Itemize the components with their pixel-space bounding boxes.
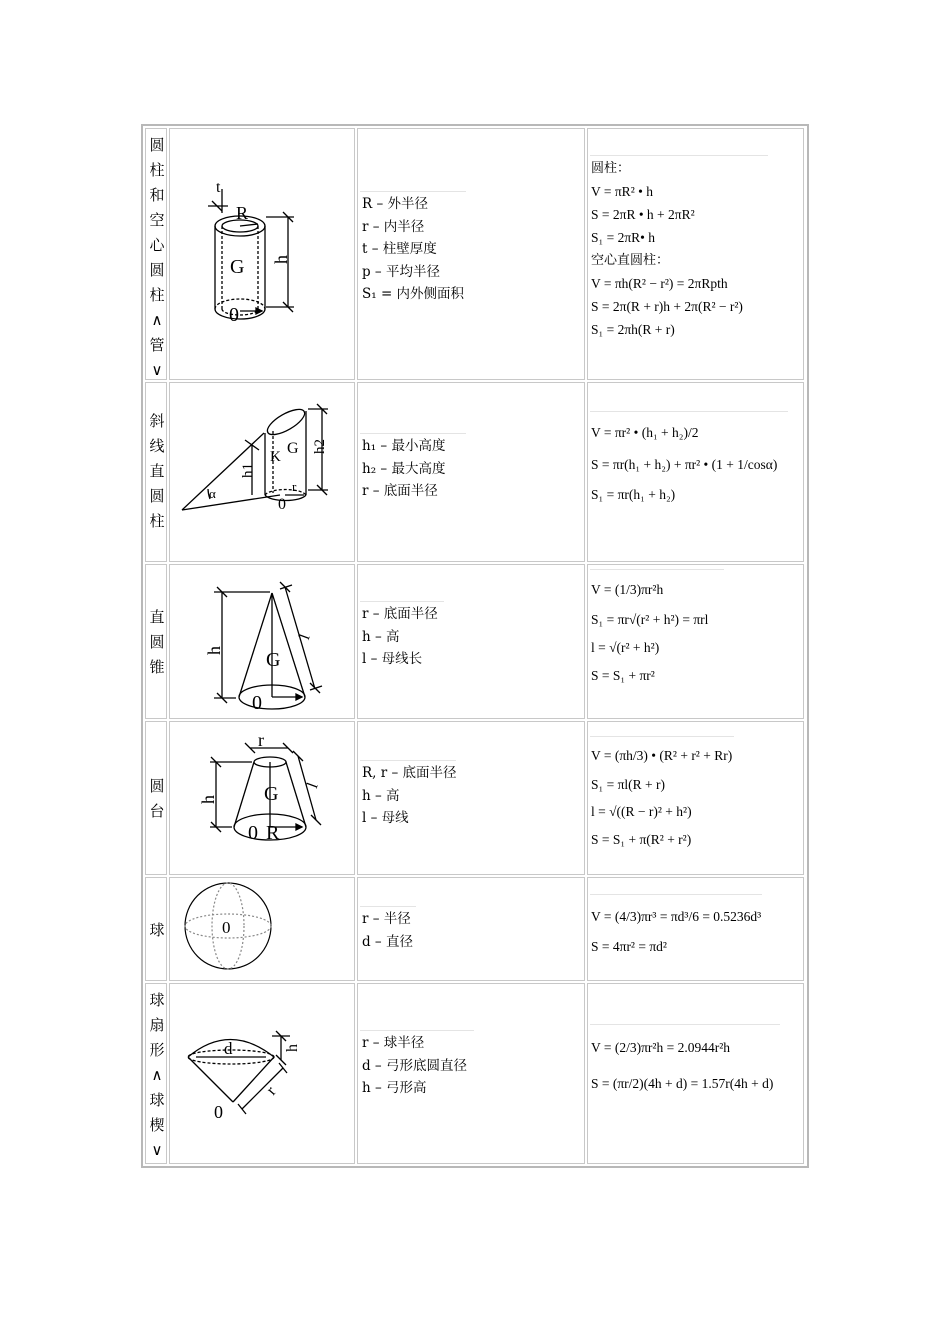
formula-line: S = 2πR • h + 2πR² xyxy=(591,207,695,222)
var-line: R – 外半径 xyxy=(362,196,428,212)
formula-line: S = S₁ + π(R² + r²) xyxy=(591,832,692,847)
var-line: h – 高 xyxy=(362,787,400,804)
label-alpha: α xyxy=(209,486,216,501)
var-line: r – 底面半径 xyxy=(362,606,438,622)
label-r: r xyxy=(258,730,264,750)
label-h: h xyxy=(198,795,218,804)
var-line: d – 直径 xyxy=(362,933,413,950)
row-name: 斜 线 直 圆 柱 xyxy=(149,412,165,530)
table-row-spherical-sector xyxy=(143,983,807,1164)
label-G: G xyxy=(230,256,245,278)
figure-cell xyxy=(169,564,355,719)
label-h1: h1 xyxy=(240,463,256,478)
formula-cell xyxy=(587,382,804,562)
formula-list xyxy=(591,740,732,854)
var-line: r – 球半径 xyxy=(362,1035,425,1051)
label-0: 0 xyxy=(278,496,286,513)
var-line: h₂ – 最大高度 xyxy=(362,460,446,477)
variables-cell xyxy=(357,128,585,380)
label-0: 0 xyxy=(248,822,258,844)
label-0: 0 xyxy=(222,918,231,937)
figure-cell xyxy=(169,983,355,1164)
var-line: h – 高 xyxy=(362,628,400,645)
formula-cell xyxy=(587,721,804,875)
formula-line: V = (1/3)πr²h xyxy=(591,582,664,597)
row-name: 直 圆 锥 xyxy=(149,608,165,676)
formula-line: S = 2π(R + r)h + 2π(R² − r²) xyxy=(591,299,743,314)
formula-line: V = (2/3)πr²h = 2.0944r²h xyxy=(591,1040,731,1055)
spherical-sector-figure xyxy=(170,984,356,1165)
variables-cell xyxy=(357,564,585,719)
var-line: l – 母线长 xyxy=(362,651,423,667)
label-K: K xyxy=(270,449,281,465)
var-line: h – 弓形高 xyxy=(362,1080,427,1096)
formula-line: S = S₁ + πr² xyxy=(591,668,655,683)
var-line: h₁ – 最小高度 xyxy=(362,438,446,454)
figure-cell xyxy=(169,382,355,562)
formula-line: S₁ = πr(h₁ + h₂) xyxy=(591,487,676,502)
variables-list xyxy=(362,1032,467,1100)
label-d: d xyxy=(224,1039,233,1058)
row-name-cell xyxy=(145,721,167,875)
row-name: 圆 台 xyxy=(149,777,165,820)
label-r: r xyxy=(263,1083,280,1099)
formula-line: S₁ = 2πR• h xyxy=(591,230,655,245)
var-line: r – 内半径 xyxy=(362,218,425,235)
formula-line: V = πh(R² − r²) = 2πRpth xyxy=(591,276,728,291)
formula-line: V = (πh/3) • (R² + r² + Rr) xyxy=(591,748,733,763)
formula-line: V = πr² • (h₁ + h₂)/2 xyxy=(591,425,699,440)
formula-list xyxy=(591,417,777,509)
label-0: 0 xyxy=(214,1102,223,1122)
formula-line: S = (πr/2)(4h + d) = 1.57r(4h + d) xyxy=(591,1076,774,1091)
sphere-figure xyxy=(170,878,356,982)
row-name: 球 扇 形 ∧ 球 楔 ∨ xyxy=(149,991,165,1159)
formula-line: V = πR² • h xyxy=(591,184,653,199)
row-name-cell xyxy=(145,877,167,981)
variables-list xyxy=(362,193,464,306)
variables-cell xyxy=(357,382,585,562)
formula-cell xyxy=(587,877,804,981)
figure-cell xyxy=(169,721,355,875)
figure-cell xyxy=(169,877,355,981)
row-name-cell xyxy=(145,564,167,719)
label-R: R xyxy=(236,203,249,223)
label-t: t xyxy=(216,179,221,196)
var-line: d – 弓形底圆直径 xyxy=(362,1057,467,1074)
label-r: r xyxy=(292,479,297,494)
formula-cell xyxy=(587,983,804,1164)
variables-list xyxy=(362,908,413,953)
label-l: l xyxy=(296,631,314,642)
table-row-frustum xyxy=(143,721,807,875)
var-line: r – 半径 xyxy=(362,911,411,927)
variables-list xyxy=(362,435,445,503)
oblique-cylinder-figure xyxy=(170,383,356,563)
variables-list xyxy=(362,603,438,671)
formula-heading: 圆柱： xyxy=(591,161,631,176)
formula-heading: 空心直圆柱： xyxy=(591,253,670,268)
label-R: R xyxy=(266,822,280,844)
row-name-cell xyxy=(145,128,167,380)
var-line: r – 底面半径 xyxy=(362,483,438,499)
formula-line: S = 4πr² = πd² xyxy=(591,939,667,954)
table-row-oblique-cylinder xyxy=(143,382,807,562)
frustum-figure xyxy=(170,722,356,876)
formula-line: l = √((R − r)² + h²) xyxy=(591,804,692,819)
variables-cell xyxy=(357,983,585,1164)
var-line: S₁ = 内外侧面积 xyxy=(362,286,465,302)
formula-line: S₁ = 2πh(R + r) xyxy=(591,322,675,337)
formula-list xyxy=(591,157,743,341)
formula-list xyxy=(591,1030,773,1102)
label-G: G xyxy=(266,649,281,671)
figure-cell xyxy=(169,128,355,380)
formula-line: V = (4/3)πr³ = πd³/6 = 0.5236d³ xyxy=(591,909,762,924)
label-h: h xyxy=(284,1044,301,1052)
formula-line: S₁ = πl(R + r) xyxy=(591,777,665,792)
formula-line: l = √(r² + h²) xyxy=(591,640,660,655)
formula-list xyxy=(591,900,761,960)
var-line: t – 柱壁厚度 xyxy=(362,241,437,257)
formula-list xyxy=(591,573,708,690)
table-row-sphere xyxy=(143,877,807,981)
label-h2: h2 xyxy=(312,439,328,454)
row-name: 球 xyxy=(149,921,165,939)
var-line: p – 平均半径 xyxy=(362,263,440,280)
label-l: l xyxy=(304,780,322,791)
label-G: G xyxy=(264,783,279,805)
label-h: h xyxy=(271,255,291,264)
variables-cell xyxy=(357,877,585,981)
label-h: h xyxy=(204,646,224,655)
formula-cell xyxy=(587,128,804,380)
table-row-cylinder xyxy=(143,128,807,380)
var-line: l – 母线 xyxy=(362,810,409,826)
formula-line: S = πr(h₁ + h₂) + πr² • (1 + 1/cosα) xyxy=(591,457,778,472)
label-0: 0 xyxy=(252,692,262,714)
geometry-formula-table xyxy=(141,124,809,1168)
variables-list xyxy=(362,762,457,830)
row-name-cell xyxy=(145,983,167,1164)
variables-cell xyxy=(357,721,585,875)
table-row-cone xyxy=(143,564,807,719)
row-name-cell xyxy=(145,382,167,562)
label-0: 0 xyxy=(229,304,239,326)
formula-line: S₁ = πr√(r² + h²) = πrl xyxy=(591,612,709,627)
hollow-cylinder-figure xyxy=(170,129,356,381)
row-name: 圆 柱 和 空 心 圆 柱 ∧ 管 ∨ xyxy=(149,136,165,379)
cone-figure xyxy=(170,565,356,720)
var-line: R, r – 底面半径 xyxy=(362,765,457,781)
formula-cell xyxy=(587,564,804,719)
label-G: G xyxy=(287,440,299,457)
